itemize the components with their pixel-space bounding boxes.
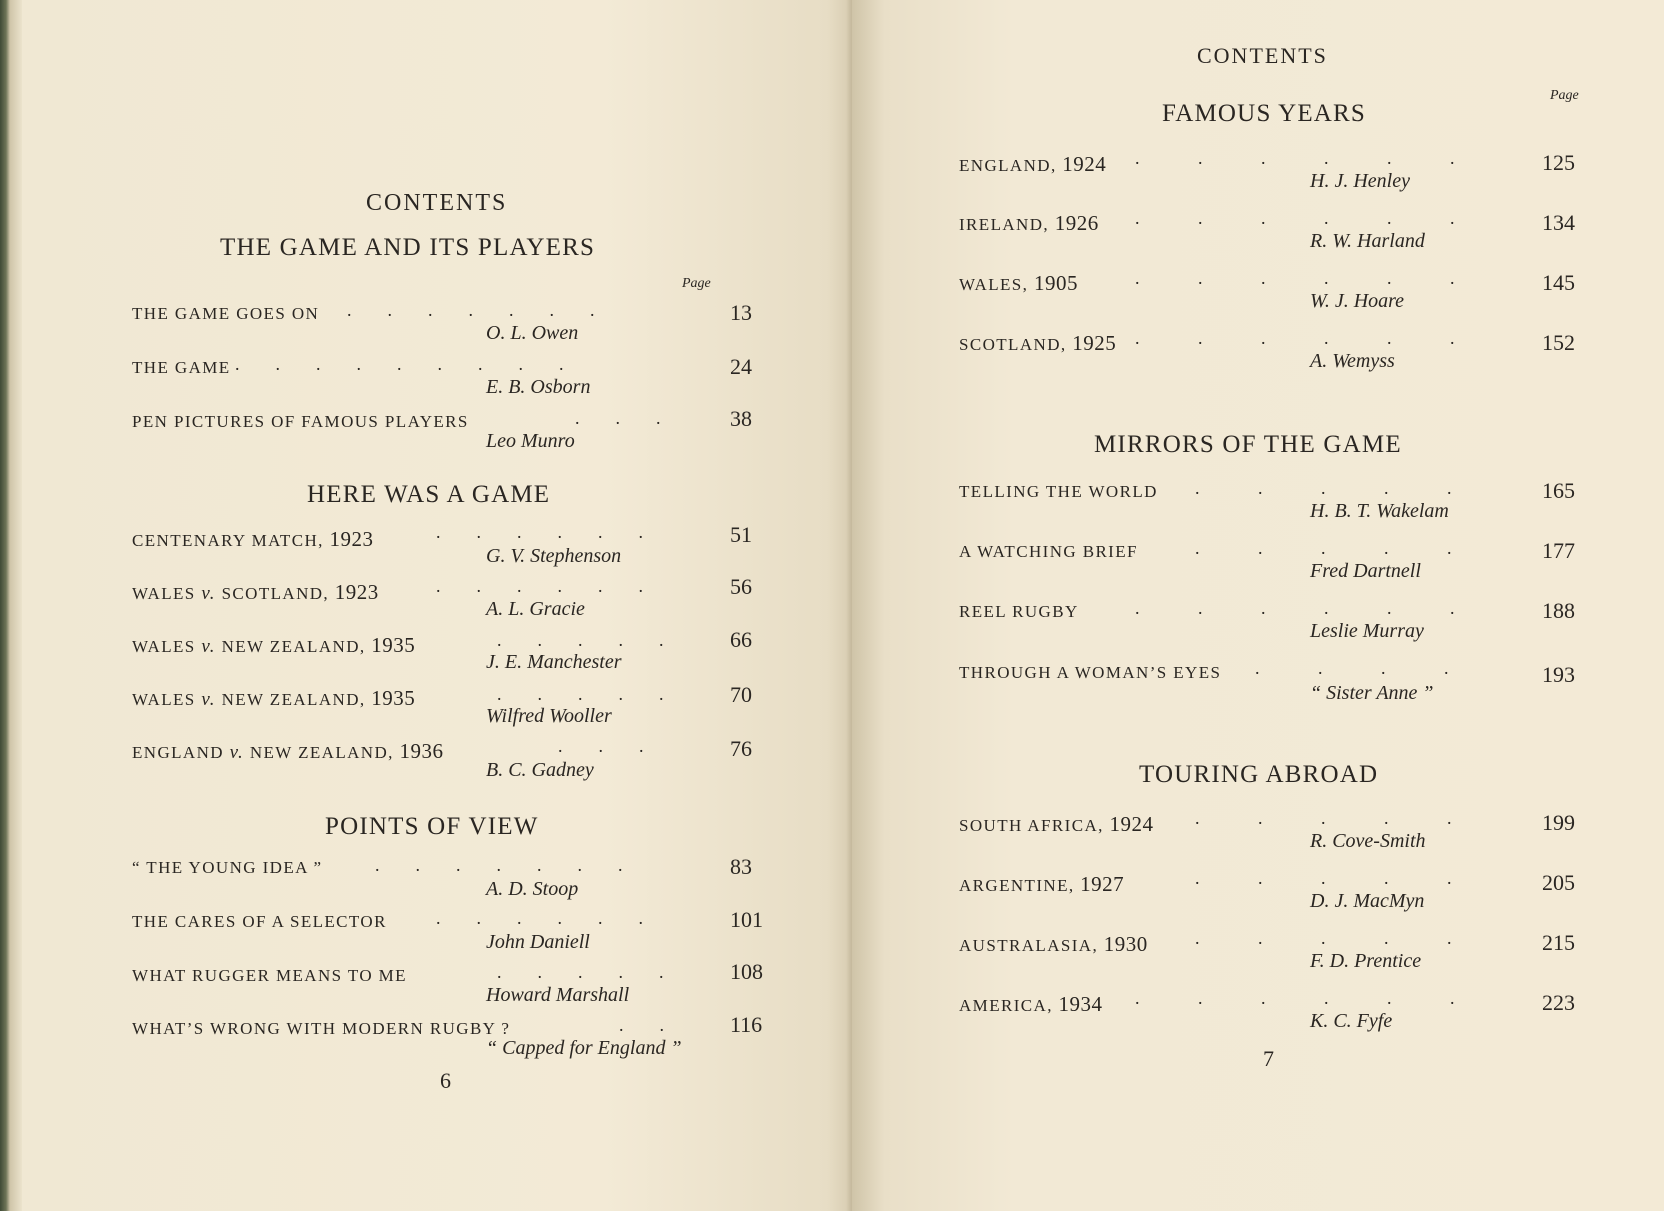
entry-page-number: 199 <box>1542 810 1575 835</box>
entry-title-text: CENTENARY MATCH, <box>132 531 324 550</box>
entry-title-text: ENGLAND <box>132 743 224 762</box>
entry-title <box>959 872 1124 897</box>
entry-title-text: ARGENTINE, <box>959 876 1075 895</box>
entry-page-number: 38 <box>730 406 752 431</box>
section-heading: FAMOUS YEARS <box>1162 100 1367 127</box>
contents-heading: CONTENTS <box>1197 43 1328 68</box>
leader-dots: . . . . . . . <box>375 855 623 875</box>
entry-year: 1934 <box>1058 992 1103 1016</box>
leader-dots: . . . <box>558 736 644 756</box>
entry-page-number: 125 <box>1542 150 1575 175</box>
entry-page-number: 165 <box>1542 478 1575 503</box>
entry-page-number: 215 <box>1542 930 1575 955</box>
entry-page-number: 116 <box>730 1012 763 1037</box>
entry-page-number: 24 <box>730 354 752 379</box>
entry-title-text: WALES <box>132 690 196 709</box>
entry-page-number: 66 <box>730 627 752 652</box>
entry-author: F. D. Prentice <box>1310 950 1422 972</box>
entry-title <box>132 633 415 658</box>
entry-author: A. Wemyss <box>1310 350 1395 372</box>
entry-year: 1935 <box>371 633 416 657</box>
entry-author: John Daniell <box>486 931 590 953</box>
section-heading: POINTS OF VIEW <box>325 813 539 840</box>
entry-year: 1924 <box>1109 812 1154 836</box>
entry-year: 1935 <box>371 686 416 710</box>
entry-author: “ Sister Anne ” <box>1310 682 1434 704</box>
entry-title: TELLING THE WORLD <box>959 482 1158 501</box>
entry-title-text: AUSTRALASIA, <box>959 936 1099 955</box>
entry-title-text: NEW ZEALAND, <box>221 690 366 709</box>
entry-author: R. W. Harland <box>1310 230 1425 252</box>
entry-author: H. J. Henley <box>1310 170 1410 192</box>
leader-dots: . . . . <box>1255 658 1449 678</box>
leader-dots: . . . . . . . <box>347 300 595 320</box>
contents-heading: CONTENTS <box>366 190 508 216</box>
entry-page-number: 223 <box>1542 990 1575 1015</box>
entry-author: G. V. Stephenson <box>486 545 622 567</box>
entry-author: “ Capped for England ” <box>486 1037 682 1059</box>
entry-author: H. B. T. Wakelam <box>1310 500 1449 522</box>
entry-title: THE GAME GOES ON <box>132 304 320 323</box>
entry-title <box>959 992 1103 1017</box>
leader-dots: . . . . . . <box>1135 328 1455 348</box>
entry-author: E. B. Osborn <box>486 376 591 398</box>
leader-dots: . . . . . . <box>436 908 643 928</box>
entry-author: Howard Marshall <box>486 984 630 1006</box>
leader-dots: . . . . . <box>497 962 664 982</box>
entry-title: REEL RUGBY <box>959 602 1079 621</box>
entry-title: THE GAME <box>132 358 231 377</box>
leader-dots: . . . . . <box>1195 928 1452 948</box>
entry-year: 1924 <box>1062 152 1107 176</box>
entry-year: 1923 <box>329 527 374 551</box>
leader-dots: . . . . . . . . . <box>235 354 564 374</box>
entry-year: 1925 <box>1072 331 1117 355</box>
entry-title-text: ENGLAND, <box>959 156 1057 175</box>
entry-author: D. J. MacMyn <box>1310 890 1425 912</box>
entry-versus: v. <box>201 636 216 657</box>
entry-title <box>959 271 1078 296</box>
entry-author: R. Cove-Smith <box>1310 830 1426 852</box>
entry-title <box>132 580 379 605</box>
entry-author: O. L. Owen <box>486 322 579 344</box>
entry-author: Wilfred Wooller <box>486 705 612 727</box>
leader-dots: . . . . . . <box>1135 148 1455 168</box>
entry-page-number: 177 <box>1542 538 1575 563</box>
entry-page-number: 70 <box>730 682 752 707</box>
entry-author: J. E. Manchester <box>486 651 622 673</box>
entry-page-number: 108 <box>730 959 763 984</box>
leader-dots: . . . . . . <box>1135 208 1455 228</box>
entry-page-number: 13 <box>730 300 752 325</box>
entry-title-text: NEW ZEALAND, <box>221 637 366 656</box>
entry-author: K. C. Fyfe <box>1310 1010 1393 1032</box>
section-heading: THE GAME AND ITS PLAYERS <box>220 234 596 261</box>
entry-page-number: 152 <box>1542 330 1575 355</box>
entry-author: B. C. Gadney <box>486 759 594 781</box>
entry-author: A. D. Stoop <box>486 878 579 900</box>
entry-versus: v. <box>201 689 216 710</box>
entry-title <box>959 211 1099 236</box>
entry-title-text: NEW ZEALAND, <box>249 743 394 762</box>
right-page <box>852 0 1664 1211</box>
entry-year: 1923 <box>334 580 379 604</box>
entry-title <box>132 527 373 552</box>
entry-title-text: SCOTLAND, <box>959 335 1067 354</box>
entry-year: 1926 <box>1054 211 1099 235</box>
section-heading: HERE WAS A GAME <box>307 481 551 508</box>
entry-title-text: WALES <box>132 584 196 603</box>
entry-page-number: 56 <box>730 574 752 599</box>
leader-dots: . . . . . <box>497 684 664 704</box>
entry-title-text: SCOTLAND, <box>221 584 330 603</box>
entry-title: WHAT RUGGER MEANS TO ME <box>132 966 407 985</box>
page-column-label: Page <box>682 276 711 291</box>
entry-title: A WATCHING BRIEF <box>959 542 1138 561</box>
entry-title-text: AMERICA, <box>959 996 1053 1015</box>
entry-page-number: 101 <box>730 907 763 932</box>
left-page <box>22 0 852 1211</box>
leader-dots: . . . . . . <box>1135 988 1455 1008</box>
entry-author: Leslie Murray <box>1310 620 1424 642</box>
leader-dots: . . . . . <box>1195 808 1452 828</box>
entry-title-text: WALES, <box>959 275 1029 294</box>
entry-title: WHAT’S WRONG WITH MODERN RUGBY ? <box>132 1019 511 1038</box>
entry-author: A. L. Gracie <box>486 598 585 620</box>
entry-title: PEN PICTURES OF FAMOUS PLAYERS <box>132 412 469 431</box>
entry-page-number: 51 <box>730 522 752 547</box>
entry-versus: v. <box>201 583 216 604</box>
entry-year: 1930 <box>1103 932 1148 956</box>
entry-year: 1905 <box>1033 271 1078 295</box>
entry-page-number: 193 <box>1542 662 1575 687</box>
entry-title: THROUGH A WOMAN’S EYES <box>959 663 1222 682</box>
entry-title-text: SOUTH AFRICA, <box>959 816 1104 835</box>
entry-year: 1927 <box>1080 872 1125 896</box>
page-folio: 7 <box>1263 1046 1274 1071</box>
entry-title <box>132 686 415 711</box>
entry-page-number: 76 <box>730 736 752 761</box>
entry-year: 1936 <box>399 739 444 763</box>
leader-dots: . . . . . <box>1195 538 1452 558</box>
entry-title <box>959 812 1153 837</box>
leader-dots: . . . . . <box>1195 478 1452 498</box>
section-heading: TOURING ABROAD <box>1139 761 1379 788</box>
entry-page-number: 188 <box>1542 598 1575 623</box>
leader-dots: . . . . . . <box>436 576 643 596</box>
leader-dots: . . . . . . <box>1135 268 1455 288</box>
entry-page-number: 205 <box>1542 870 1575 895</box>
entry-title-text: IRELAND, <box>959 215 1050 234</box>
page-column-label: Page <box>1550 88 1579 103</box>
entry-title-text: WALES <box>132 637 196 656</box>
entry-title: THE CARES OF A SELECTOR <box>132 912 387 931</box>
leader-dots: . . . . . <box>1195 868 1452 888</box>
leader-dots: . . . . . . <box>436 522 643 542</box>
entry-author: Leo Munro <box>486 430 575 452</box>
entry-title <box>959 932 1148 957</box>
leader-dots: . . . <box>575 408 661 428</box>
entry-title <box>959 152 1106 177</box>
entry-title <box>132 739 443 764</box>
entry-page-number: 83 <box>730 854 752 879</box>
entry-versus: v. <box>229 742 245 763</box>
entry-title <box>959 331 1116 356</box>
page-folio: 6 <box>440 1068 451 1093</box>
leader-dots: . . <box>619 1015 664 1035</box>
entry-page-number: 134 <box>1542 210 1575 235</box>
section-heading: MIRRORS OF THE GAME <box>1094 431 1402 458</box>
leader-dots: . . . . . . <box>1135 598 1455 618</box>
entry-page-number: 145 <box>1542 270 1575 295</box>
entry-author: W. J. Hoare <box>1310 290 1405 312</box>
leader-dots: . . . . . <box>497 630 664 650</box>
book-cover-edge <box>0 0 22 1211</box>
entry-title: “ THE YOUNG IDEA ” <box>132 858 323 877</box>
entry-author: Fred Dartnell <box>1310 560 1421 582</box>
